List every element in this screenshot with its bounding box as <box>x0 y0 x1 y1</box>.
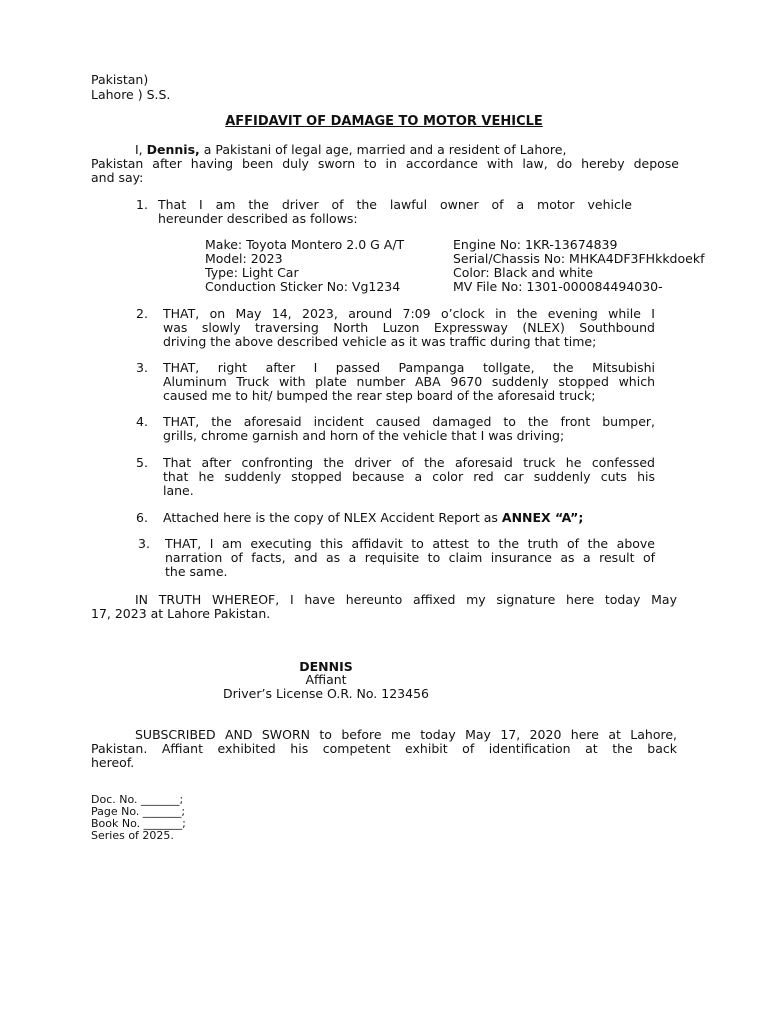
truth-line-2: 17, 2023 at Lahore Pakistan. <box>91 606 271 621</box>
item-5-text <box>163 456 655 498</box>
vehicle-color: Color: Black and white <box>453 265 594 280</box>
notarial-doc-no: Doc. No. _______; <box>91 793 184 806</box>
item-6-body: Attached here is the copy of NLEX Accident Report as <box>163 510 502 525</box>
item-4-text <box>163 415 655 443</box>
intro-prefix: I, <box>135 142 147 157</box>
item-4-line-2: grills, chrome garnish and horn of the vehicle that I was driving; <box>163 428 565 443</box>
item-1-line-2: hereunder described as follows: <box>158 211 358 226</box>
intro-line-2: Pakistan after having been duly sworn to in accordance with law, do hereby depose <box>91 156 679 171</box>
item-2-number: 2. <box>136 306 148 321</box>
item-7-text <box>165 537 655 579</box>
item-2-line-2: was slowly traversing North Luzon Expressway (NLEX) Southbound <box>163 320 655 335</box>
venue-line-country: Pakistan) <box>91 72 149 87</box>
item-1-text <box>158 198 632 226</box>
item-2-line-3: driving the above described vehicle as it was traffic during that time; <box>163 334 597 349</box>
intro-line-3: and say: <box>91 170 144 185</box>
item-3-line-3: caused me to hit/ bumped the rear step board of the aforesaid truck; <box>163 388 596 403</box>
item-7-number: 3. <box>138 536 150 551</box>
vehicle-make: Make: Toyota Montero 2.0 G A/T <box>205 237 405 252</box>
intro-paragraph <box>91 143 679 185</box>
truth-whereof-paragraph <box>91 593 677 621</box>
signature-name: DENNIS <box>299 659 353 674</box>
item-5-line-3: lane. <box>163 483 194 498</box>
item-3-number: 3. <box>136 360 148 375</box>
signature-role: Affiant <box>305 672 347 687</box>
item-7-line-2: narration of facts, and as a requisite to claim insurance as a result of <box>165 550 655 565</box>
item-2-line-1: THAT, on May 14, 2023, around 7:09 o’clock in the evening while I <box>163 306 655 321</box>
item-3-line-2: Aluminum Truck with plate number ABA 9670 suddenly stopped which <box>163 374 655 389</box>
item-3-text <box>163 361 655 403</box>
notarial-register <box>91 794 291 842</box>
item-5-line-2: that he suddenly stopped because a color red car suddenly cuts his <box>163 469 655 484</box>
vehicle-mv-file-no: MV File No: 1301-000084494030- <box>453 279 663 294</box>
vehicle-serial-no: Serial/Chassis No: MHKA4DF3FHkkdoekf <box>453 251 705 266</box>
item-4-number: 4. <box>136 414 148 429</box>
intro-line-1-rest: a Pakistani of legal age, married and a resident of Lahore, <box>199 142 567 157</box>
signature-license: Driver’s License O.R. No. 123456 <box>223 686 429 701</box>
item-4-line-1: THAT, the aforesaid incident caused damaged to the front bumper, <box>163 414 655 429</box>
notarial-page-no: Page No. _______; <box>91 805 186 818</box>
item-7-line-3: the same. <box>165 564 228 579</box>
jurat-line-2: Pakistan. Affiant exhibited his competent exhibit of identification at the back <box>91 741 677 756</box>
item-3-line-1: THAT, right after I passed Pampanga tollgate, the Mitsubishi <box>163 360 655 375</box>
item-1-number: 1. <box>136 197 148 212</box>
vehicle-conduction-sticker: Conduction Sticker No: Vg1234 <box>205 279 401 294</box>
vehicle-details-right <box>453 238 743 294</box>
vehicle-details-left <box>205 238 445 294</box>
vehicle-engine-no: Engine No: 1KR-13674839 <box>453 237 618 252</box>
notarial-series: Series of 2025. <box>91 829 174 842</box>
vehicle-type: Type: Light Car <box>205 265 299 280</box>
intro-line-1 <box>91 143 679 157</box>
affiant-name-inline: Dennis, <box>146 142 200 157</box>
item-5-line-1: That after confronting the driver of the aforesaid truck he confessed <box>163 455 655 470</box>
item-1-line-1: That I am the driver of the lawful owner of a motor vehicle <box>158 197 632 212</box>
venue-line-city: Lahore ) S.S. <box>91 87 171 102</box>
item-2-text <box>163 307 655 349</box>
item-5-number: 5. <box>136 455 148 470</box>
jurat-paragraph <box>91 728 677 770</box>
jurat-line-3: hereof. <box>91 755 135 770</box>
item-7-line-1: THAT, I am executing this affidavit to attest to the truth of the above <box>165 536 655 551</box>
jurat-line-1: SUBSCRIBED AND SWORN to before me today May 17, 2020 here at Lahore, <box>135 727 677 742</box>
truth-line-1: IN TRUTH WHEREOF, I have hereunto affixed my signature here today May <box>135 592 677 607</box>
vehicle-model: Model: 2023 <box>205 251 283 266</box>
item-6-text <box>163 511 583 525</box>
document-title: AFFIDAVIT OF DAMAGE TO MOTOR VEHICLE <box>225 114 543 129</box>
item-6-number: 6. <box>136 510 148 525</box>
annex-a-label: ANNEX “A”; <box>501 510 584 525</box>
notarial-book-no: Book No. _______; <box>91 817 186 830</box>
